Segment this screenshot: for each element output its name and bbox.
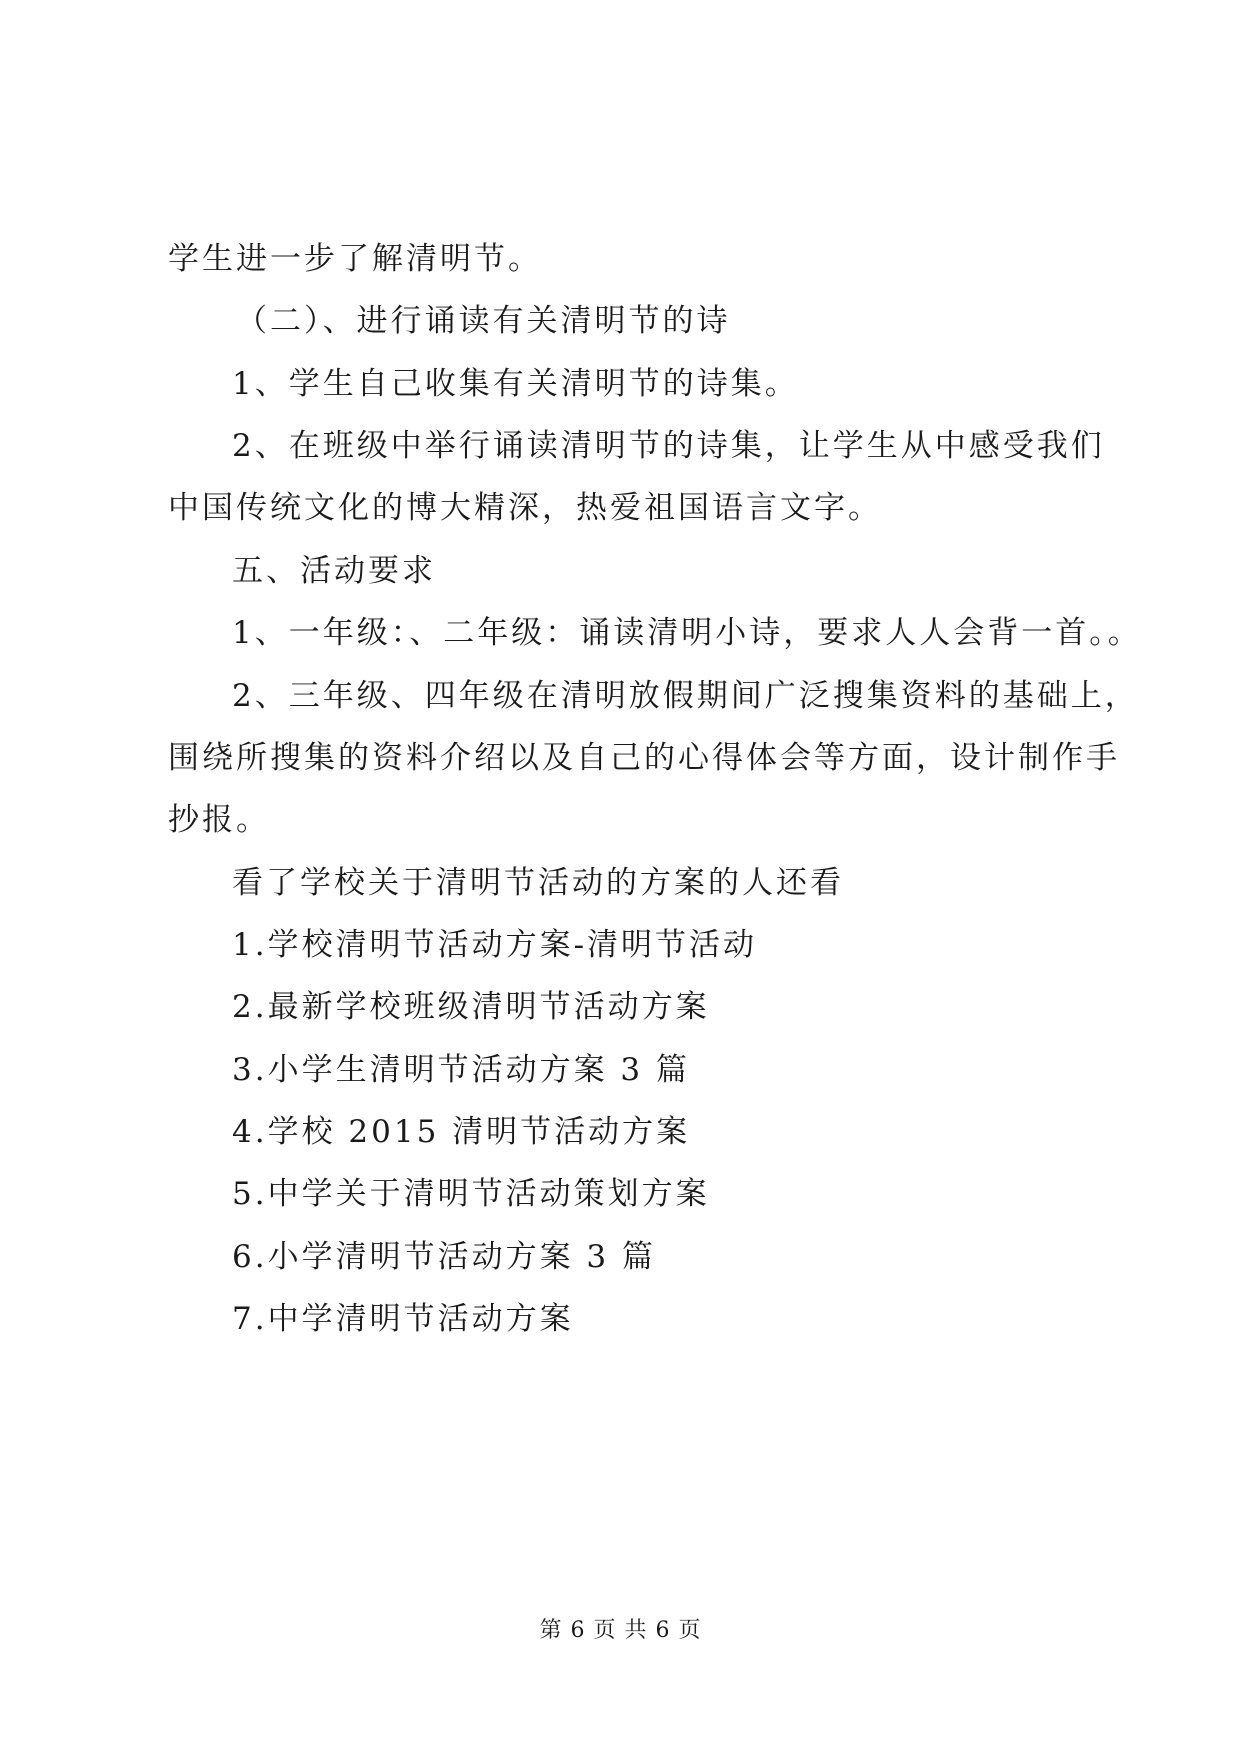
related-link[interactable]: 1.学校清明节活动方案-清明节活动 [232, 927, 758, 963]
related-link[interactable]: 7.中学清明节活动方案 [232, 1301, 574, 1337]
related-link[interactable]: 5.中学关于清明节活动策划方案 [232, 1176, 710, 1212]
body-line: 围绕所搜集的资料介绍以及自己的心得体会等方面，设计制作手 [168, 740, 1120, 776]
body-line: 1、一年级：、二年级：诵读清明小诗，要求人人会背一首。。 [232, 615, 1142, 651]
body-line: 学生进一步了解清明节。 [168, 241, 542, 277]
related-heading: 看了学校关于清明节活动的方案的人还看 [232, 865, 844, 901]
section-heading: （二）、进行诵读有关清明节的诗 [236, 303, 731, 339]
related-link[interactable]: 3.小学生清明节活动方案 3 篇 [232, 1052, 691, 1088]
related-link[interactable]: 2.最新学校班级清明节活动方案 [232, 989, 710, 1025]
body-line: 2、在班级中举行诵读清明节的诗集，让学生从中感受我们 [232, 428, 1105, 464]
page-number: 第 6 页 共 6 页 [539, 1618, 702, 1643]
body-line: 抄报。 [168, 802, 270, 838]
body-line: 2、三年级、四年级在清明放假期间广泛搜集资料的基础上， [232, 678, 1139, 714]
body-line: 1、学生自己收集有关清明节的诗集。 [232, 366, 799, 402]
body-line: 中国传统文化的博大精深，热爱祖国语言文字。 [168, 490, 882, 526]
section-heading: 五、活动要求 [232, 553, 436, 589]
related-link[interactable]: 6.小学清明节活动方案 3 篇 [232, 1239, 657, 1275]
related-link[interactable]: 4.学校 2015 清明节活动方案 [232, 1114, 691, 1150]
